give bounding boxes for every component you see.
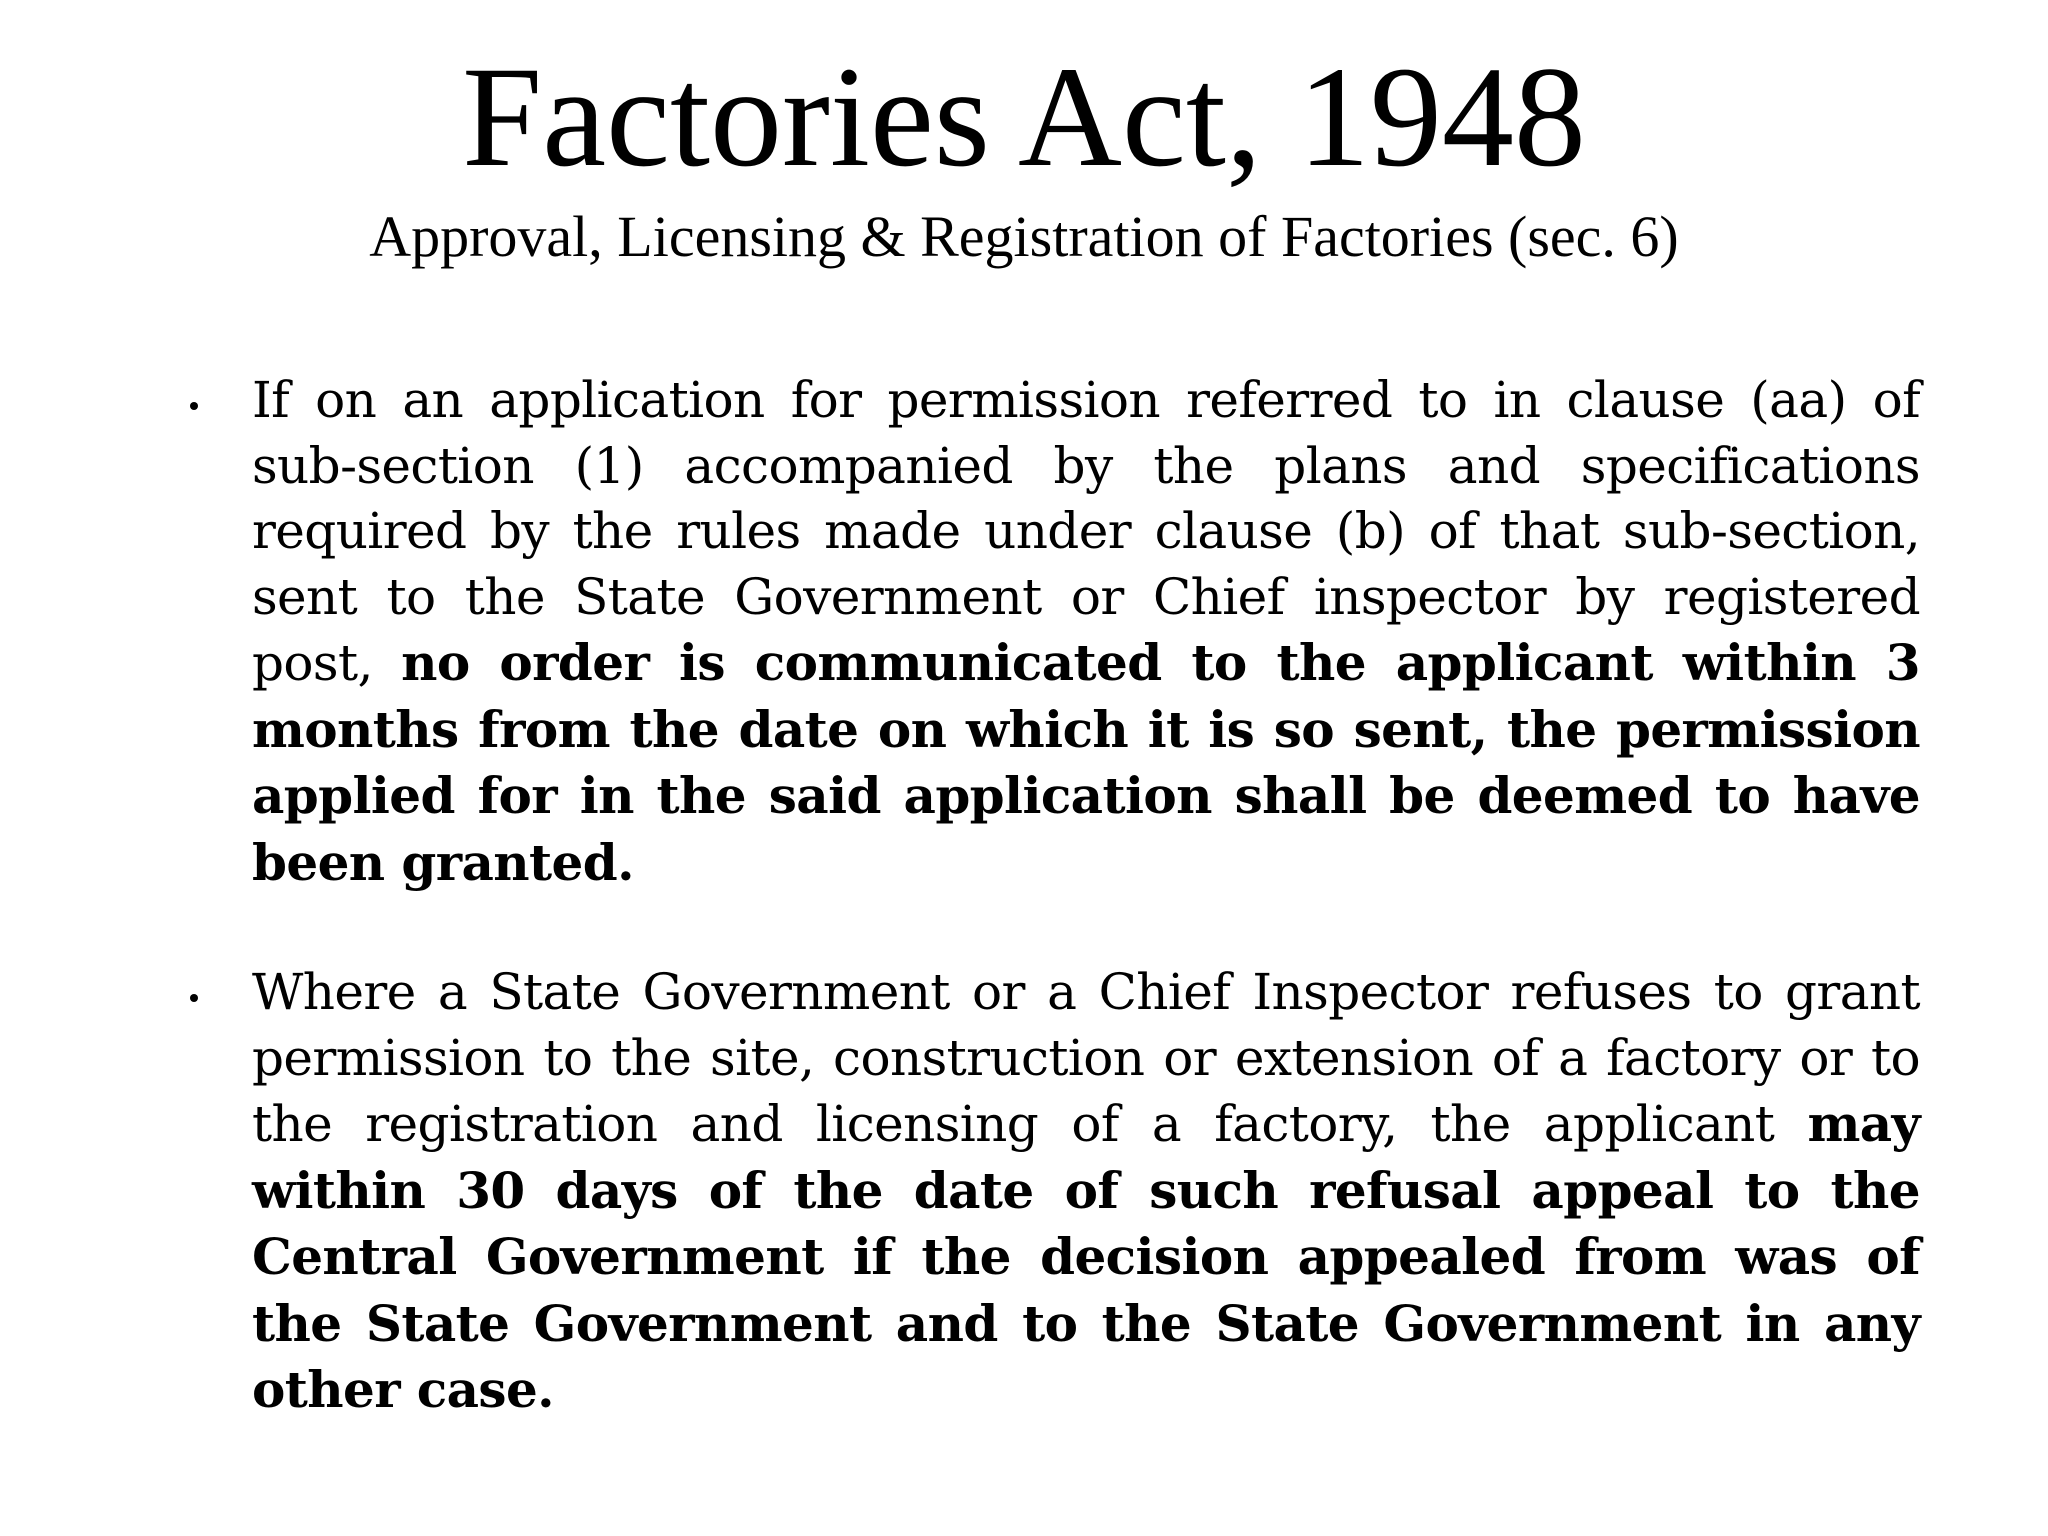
bullet-item-deemed-permission bbox=[180, 368, 1920, 896]
bullet-bold-text: no order is communicated to the applicant within 3 months from the date on which it is so sent, the permission applied for in the said application shall be deemed to have been granted. bbox=[252, 633, 1920, 892]
bullet-normal-text: If on an application for permission referred to in clause (aa) of sub-section (1) accompanied by the plans and specifications required by the rules made under clause (b) of that sub-section, sent to the State Government or Chief inspector by registered post, bbox=[252, 371, 1920, 692]
bullet-item-appeal bbox=[180, 960, 1920, 1424]
bullet-icon bbox=[190, 994, 198, 1002]
bullet-normal-text: Where a State Government or a Chief Inspector refuses to grant permission to the site, construction or extension of a factory or to the registration and licensing of a factory, the applicant bbox=[252, 963, 1920, 1153]
bullet-bold-text: may within 30 days of the date of such refusal appeal to the Central Government if the decision appealed from was of the State Government and to the State Government in any other case. bbox=[252, 1094, 1920, 1419]
bullet-text bbox=[252, 368, 1920, 896]
bullet-icon bbox=[190, 402, 198, 410]
bullet-list bbox=[180, 368, 1920, 1488]
slide-subtitle: Approval, Licensing & Registration of Factories (sec. 6) bbox=[369, 204, 1679, 269]
slide-title: Factories Act, 1948 bbox=[462, 38, 1586, 197]
bullet-text bbox=[252, 960, 1920, 1424]
